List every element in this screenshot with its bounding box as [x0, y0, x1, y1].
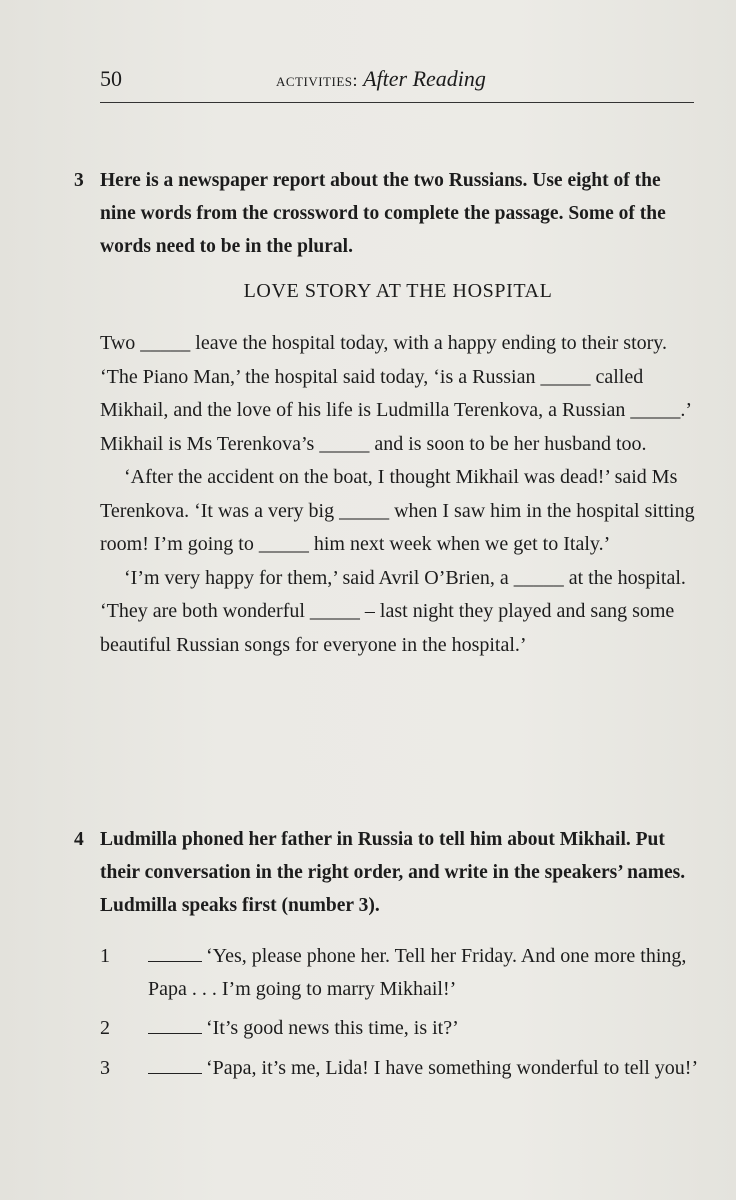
speaker-blank — [148, 1057, 202, 1074]
dialogue-number: 1 — [100, 945, 110, 967]
story-paragraph-2: ‘After the accident on the boat, I thought Mikhail was dead!’ said Ms Terenkova. ‘It was a very big _____ when I saw him in the hospital sitting room! I’m going to _____ him next week when we get to Italy.’ — [100, 466, 695, 555]
story-title: LOVE STORY AT THE HOSPITAL — [243, 280, 553, 302]
dialogue-text: ‘Yes, please phone her. Tell her Friday. And one more thing, Papa . . . I’m going to marry Mikhail!’ — [148, 945, 687, 1000]
task-4 — [74, 823, 696, 922]
running-head — [276, 66, 486, 92]
dialogue-number: 2 — [100, 1017, 110, 1039]
dialogue-item — [100, 940, 710, 1005]
task-4-number: 4 — [74, 829, 84, 850]
story-paragraph-1: Two _____ leave the hospital today, with a happy ending to their story. ‘The Piano Man,’ the hospital said today, ‘is a Russian _____ called Mikhail, and the love of his life is Ludmilla Terenkova, a Russian _____.’ Mikhail is Ms Terenkova’s _____ and is soon to be her husband too. — [100, 332, 691, 455]
speaker-blank — [148, 945, 202, 962]
task-3-instruction: Here is a newspaper report about the two Russians. Use eight of the nine words from the crossword to complete the passage. Some of the words need to be in the plural. — [100, 170, 666, 257]
dialogue-number: 3 — [100, 1056, 110, 1079]
task-3-number: 3 — [74, 170, 84, 191]
dialogue-text: ‘It’s good news this time, is it?’ — [206, 1017, 459, 1039]
speaker-blank — [148, 1017, 202, 1034]
dialogue-item — [100, 1012, 710, 1045]
story-paragraph-3: ‘I’m very happy for them,’ said Avril O’Brien, a _____ at the hospital. ‘They are both wonderful _____ – last night they played and sang some beautiful Russian songs for everyone in the hospital.’ — [100, 566, 686, 656]
dialogue-list — [100, 940, 710, 1091]
task-3 — [74, 164, 696, 263]
running-header — [100, 66, 694, 103]
newspaper-story — [100, 327, 696, 662]
running-head-section: activities: — [276, 70, 358, 90]
dialogue-text: ‘Papa, it’s me, Lida! I have something wonderful to tell you!’ — [206, 1056, 699, 1079]
page-number: 50 — [100, 66, 122, 91]
dialogue-item — [100, 1052, 710, 1085]
task-4-instruction: Ludmilla phoned her father in Russia to tell him about Mikhail. Put their conversation in the right order, and write in the speakers’ names. Ludmilla speaks first (number 3). — [100, 829, 686, 916]
running-head-title: After Reading — [363, 66, 486, 91]
